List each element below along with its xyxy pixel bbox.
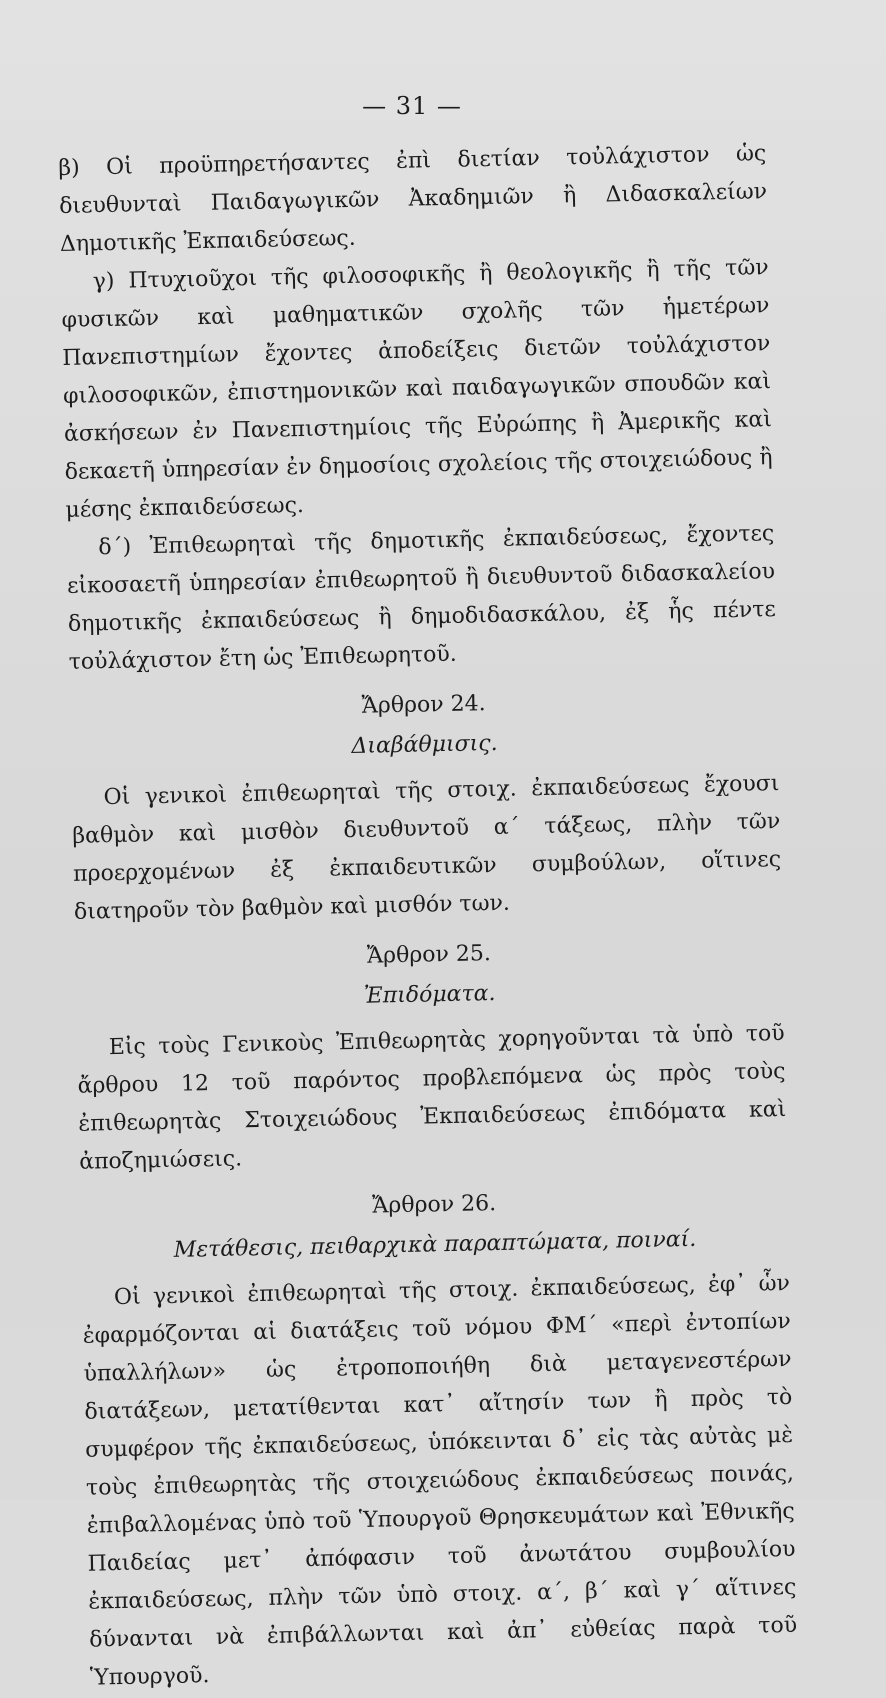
article-24-text: Οἱ γενικοὶ ἐπιθεωρηταὶ τῆς στοιχ. ἐκπαιδεύσεως ἔχουσι βαθμὸν καὶ μισθὸν διευθυντοῦ α΄ τάξεως, πλὴν τῶν προερχομένων ἐξ ἐκπαιδευτικῶν συμβούλων, οἵτινες διατηροῦν τὸν βαθμὸν καὶ μισθόν των. bbox=[72, 771, 782, 925]
article-24-title: Ἄρθρον 24. bbox=[361, 691, 486, 719]
article-25-title: Ἄρθρον 25. bbox=[366, 941, 492, 969]
article-25-text: Εἰς τοὺς Γενικοὺς Ἐπιθεωρητὰς χορηγοῦνται τὰ ὑπὸ τοῦ ἄρθρου 12 τοῦ παρόντος προβλεπόμενα ὡς πρὸς τοὺς ἐπιθεωρητὰς Στοιχειώδους Ἐκπαιδεύσεως ἐπιδόματα καὶ ἀποζημιώσεις. bbox=[77, 1020, 787, 1175]
paragraph-delta: δ΄) Ἐπιθεωρηταὶ τῆς δημοτικῆς ἐκπαιδεύσεως, ἔχοντες εἰκοσαετῆ ὑπηρεσίαν ἐπιθεωρητοῦ ἢ διευθυντοῦ διδασκαλείου δημοτικῆς ἐκπαιδεύσεως ἢ δημοδιδασκάλου, ἐξ ἧς πέντε τοὐλάχιστον ἔτη ὡς Ἐπιθεωρητοῦ. bbox=[66, 521, 777, 675]
article-26-title: Ἄρθρον 26. bbox=[371, 1191, 497, 1219]
article-26-subtitle: Μετάθεσις, πειθαρχικὰ παραπτώματα, ποιναί. bbox=[173, 1226, 697, 1263]
paragraph-beta: β) Οἱ προϋπηρετήσαντες ἐπὶ διετίαν τοὐλάχιστον ὡς διευθυνταὶ Παιδαγωγικῶν Ἀκαδημιῶν ἢ Διδασκαλείων Δημοτικῆς Ἐκπαιδεύσεως. bbox=[58, 141, 768, 257]
document-body bbox=[58, 135, 798, 1697]
article-25-subtitle: Ἐπιδόματα. bbox=[363, 981, 496, 1009]
article-24-subtitle: Διαβάθμισις. bbox=[351, 730, 498, 759]
page-number: — 31 — bbox=[362, 92, 462, 120]
paragraph-gamma: γ) Πτυχιοῦχοι τῆς φιλοσοφικῆς ἢ θεολογικῆς ἢ τῆς τῶν φυσικῶν καὶ μαθηματικῶν σχολῆς τῶν ἡμετέρων Πανεπιστημίων ἔχοντες ἀποδείξεις διετῶν τοὐλάχιστον φιλοσοφικῶν, ἐπιστημονικῶν καὶ παιδαγωγικῶν σπουδῶν καὶ ἀσκήσεων ἐν Πανεπιστημίοις τῆς Εὐρώπης ἢ Ἀμερικῆς καὶ δεκαετῆ ὑπηρεσίαν ἐν δημοσίοις σχολείοις τῆς στοιχειώδους ἢ μέσης ἐκπαιδεύσεως. bbox=[61, 255, 773, 523]
article-26-text: Οἱ γενικοὶ ἐπιθεωρηταὶ τῆς στοιχ. ἐκπαιδεύσεως, ἐφ᾽ ὧν ἐφαρμόζονται αἱ διατάξεις τοῦ νόμου ΦΜ΄ «περὶ ἐντοπίων ὑπαλλήλων» ὡς ἐτροποποιήθη διὰ μεταγενεστέρων διατάξεων, μετατίθενται κατ᾽ αἴτησίν των ἢ πρὸς τὸ συμφέρον τῆς ἐκπαιδεύσεως, ὑπόκεινται δ᾽ εἰς τὰς αὐτὰς μὲ τοὺς ἐπιθεωρητὰς τῆς στοιχειώδους ἐκπαιδεύσεως ποινάς, ἐπιβαλλομένας ὑπὸ τοῦ Ὑπουργοῦ Θρησκευμάτων καὶ Ἐθνικῆς Παιδείας μετ᾽ ἀπόφασιν τοῦ ἀνωτάτου συμβουλίου ἐκπαιδεύσεως, πλὴν τῶν ὑπὸ στοιχ. α΄, β΄ καὶ γ΄ αἵτινες δύνανται νὰ ἐπιβάλλωνται καὶ ἀπ᾽ εὐθείας παρὰ τοῦ Ὑπουργοῦ. bbox=[82, 1270, 798, 1691]
